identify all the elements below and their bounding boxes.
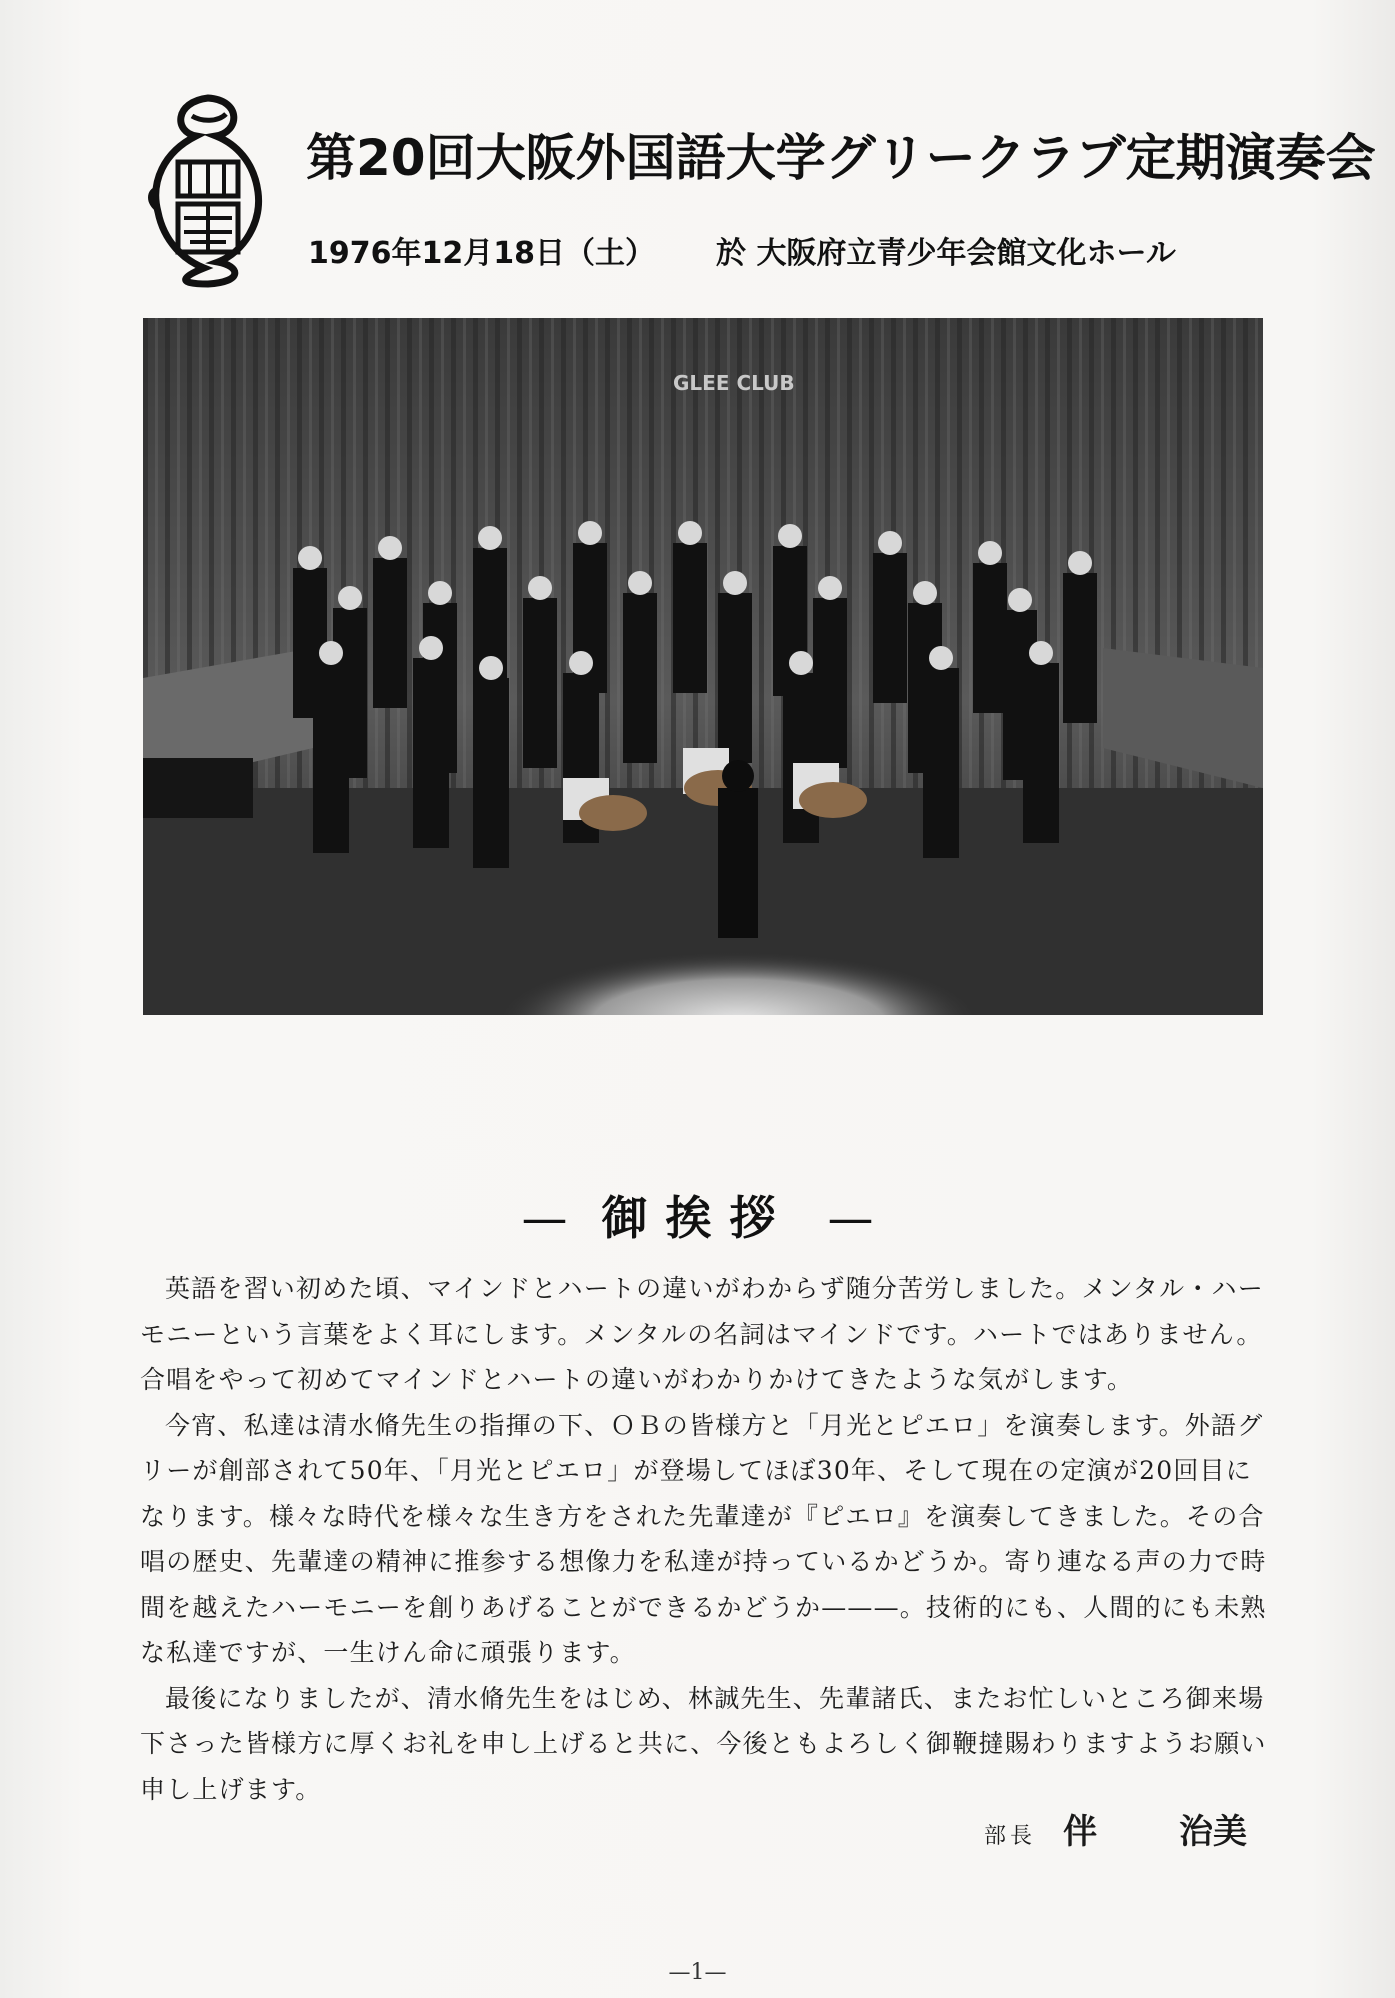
greeting-heading xyxy=(0,1182,1395,1248)
concert-venue: 於 大阪府立青少年会館文化ホール xyxy=(716,236,1176,271)
greeting-body xyxy=(140,1266,1274,1812)
choir-photo xyxy=(143,318,1263,1015)
photo-banner-text: GLEE CLUB xyxy=(673,371,795,395)
page-number: —1— xyxy=(668,1960,727,1985)
signature xyxy=(984,1804,1247,1853)
heading-dash-left: — xyxy=(521,1191,568,1245)
greeting-paragraph: 英語を習い初めた頃、マインドとハートの違いがわからず随分苦労しました。メンタル・ハーモニーという言葉をよく耳にします。メンタルの名詞はマインドです。ハートではありません。合唱をやって初めてマインドとハートの違いがわかりかけてきたような気がします。 xyxy=(140,1274,1264,1394)
concert-date: 1976年12月18日（土） xyxy=(308,236,655,271)
greeting-heading-text: 御挨拶 xyxy=(601,1191,794,1245)
club-emblem-icon xyxy=(144,92,272,288)
greeting-paragraph: 最後になりましたが、清水脩先生をはじめ、林誠先生、先輩諸氏、またお忙しいところ御来場下さった皆様方に厚くお礼を申し上げると共に、今後ともよろしく御鞭撻賜わりますようお願い申し上げます。 xyxy=(140,1683,1267,1804)
greeting-paragraph: 今宵、私達は清水脩先生の指揮の下、ＯＢの皆様方と「月光とピエロ」を演奏します。外語グリーが創部されて50年、「月光とピエロ」が登場してほぼ30年、そして現在の定演が20回目になります。様々な時代を様々な生き方をされた先輩達が『ピエロ』を演奏してきました。その合唱の歴史、先輩達の精神に推参する想像力を私達が持っているかどうか。寄り連なる声の力で時間を越えたハーモニーを創りあげることができるかどうか———。技術的にも、人間的にも未熟な私達ですが、一生けん命に頑張ります。 xyxy=(140,1410,1267,1667)
page-title: 第20回大阪外国語大学グリークラブ定期演奏会 xyxy=(306,129,1376,187)
signature-name: 伴 治美 xyxy=(1063,1812,1247,1852)
signature-role: 部長 xyxy=(984,1824,1037,1849)
heading-dash-right: — xyxy=(827,1191,874,1245)
